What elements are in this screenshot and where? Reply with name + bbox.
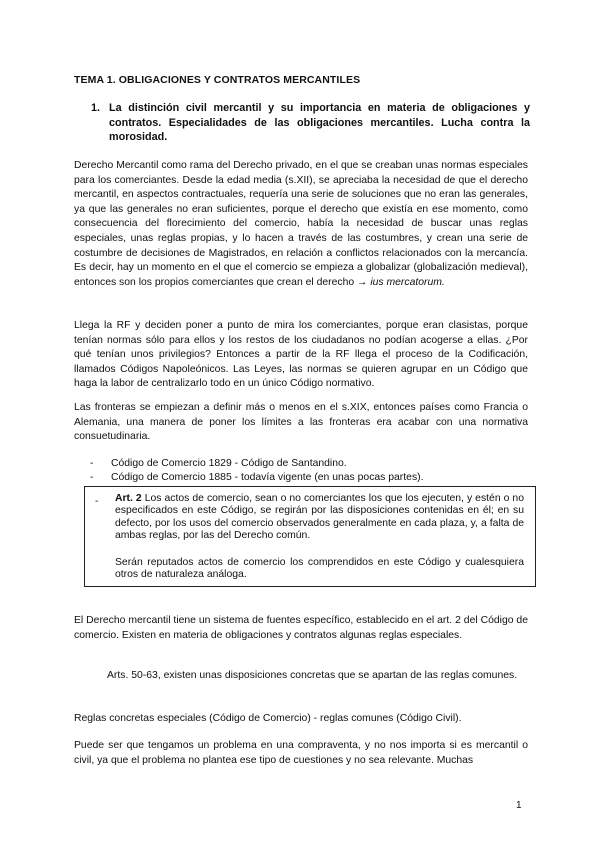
section-number: 1.	[91, 102, 101, 114]
paragraph-arts-50-63	[107, 669, 527, 684]
chapter-heading: TEMA 1. OBLIGACIONES Y CONTRATOS MERCANTILES	[74, 74, 361, 86]
paragraph-text: El Derecho mercantil tiene un sistema de fuentes específico, establecido en el art. 2 del Código de comercio. Existen en materia de obligaciones y contratos algunas reglas especiales.	[74, 615, 528, 641]
paragraph-text: Derecho Mercantil como rama del Derecho privado, en el que se creaban unas normas especiales para los comerciantes. Desde la edad media (s.XII), se apreciaba la necesidad de que el derecho mercantil, en aspectos contractuales, requería una serie de soluciones que no eran las generales, ya que las generales no eran suficientes, porque el derecho que existía en ese momento, como consecuencia del florecimiento del comercio, había la necesidad de buscar unas reglas especiales, unas reglas propias, y lo hacen a través de las costumbres, y crean una serie de costumbre de decisiones de Magistrados, en relación a conflictos relacionados con la mercancía. Es decir, hay un momento en el que el comercio se empieza a globalizar (globalización medieval), entonces son los propios comerciantes que crean el derecho →	[74, 160, 528, 288]
paragraph-derecho-mercantil	[74, 159, 528, 290]
list-item	[90, 457, 347, 472]
list-item-text: Código de Comercio 1885 - todavía vigente (en unas pocas partes).	[111, 472, 424, 483]
paragraph-text: Reglas concretas especiales (Código de Comercio) - reglas comunes (Código Civil).	[74, 713, 462, 724]
paragraph-reglas	[74, 712, 528, 727]
section-title: La distinción civil mercantil y su importancia en materia de obligaciones y contratos. Especialidades de las obligaciones mercantiles. Lucha contra la morosidad.	[109, 102, 530, 143]
list-item-text: Código de Comercio 1829 - Código de Santandino.	[111, 458, 347, 469]
paragraph-compraventa	[74, 739, 528, 768]
ius-mercatorum-term: ius mercatorum.	[370, 276, 445, 288]
paragraph-revolucion-francesa	[74, 319, 528, 392]
paragraph-fuentes	[74, 614, 528, 643]
bullet-dash: -	[90, 472, 94, 483]
box-bullet: -	[95, 496, 99, 507]
article-label: Art. 2	[115, 493, 142, 504]
paragraph-fronteras	[74, 401, 528, 445]
paragraph-text: Arts. 50-63, existen unas disposiciones concretas que se apartan de las reglas comunes.	[107, 670, 518, 681]
list-item	[90, 471, 423, 486]
section-heading	[91, 101, 530, 145]
article-2-box	[84, 486, 536, 587]
paragraph-text: Puede ser que tengamos un problema en una compraventa, y no nos importa si es mercantil o civil, ya que el problema no plantea ese tipo de cuestiones y no sea relevante. Muchas	[74, 740, 528, 766]
article-body: Los actos de comercio, sean o no comerciantes los que los ejecuten, y estén o no especificados en este Código, se regirán por las disposiciones contenidas en él; en su defecto, por los usos del comercio observados generalmente en cada plaza, y, a falta de ambas reglas, por las del Derecho común.	[115, 493, 524, 541]
article-2-second-text: Serán reputados actos de comercio los comprendidos en este Código y cualesquiera otros de naturaleza análoga.	[115, 557, 524, 581]
paragraph-text: Las fronteras se empiezan a definir más o menos en el s.XIX, entonces países como Francia o Alemania, una manera de poner los límites a las fronteras era acabar con una normativa consuetudinaria.	[74, 402, 528, 443]
bullet-dash: -	[90, 458, 94, 469]
paragraph-text: Llega la RF y deciden poner a punto de mira los comerciantes, porque eran clasistas, porque tenían normas sólo para ellos y los restos de los ciudadanos no podían acogerse a ellas. ¿Por qué tenían unos privilegios? Entonces a partir de la RF llega el proceso de la Codificación, llamados Códigos Napoleónicos. Las Leyes, las normas se quieren agrupar en un Código que haga la labor de centralizarlo todo en un único Código normativo.	[74, 320, 528, 390]
page-number: 1	[516, 800, 522, 811]
article-2-text	[115, 493, 524, 542]
